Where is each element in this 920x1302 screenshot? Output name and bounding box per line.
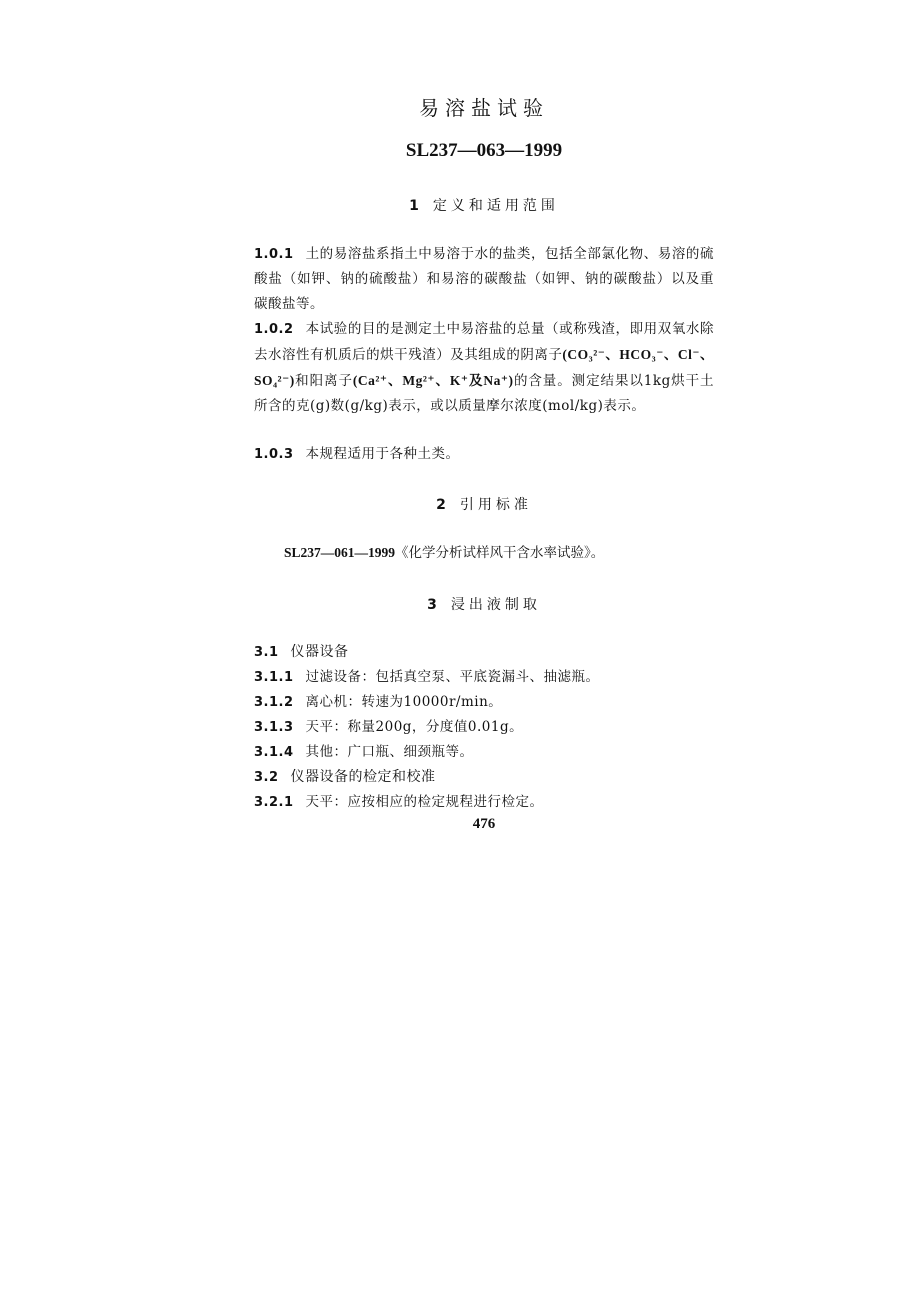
reference-standard — [284, 540, 604, 566]
clause-text: 本试验的目的是测定土中易溶盐的总量（或称残渣，即用双氧水除去水溶性有机质后的烘干残渣）及其组成的阴离子 — [254, 321, 714, 363]
clause-text: 的含量。测定结果以1kg烘干土所含的克(g)数(g/kg)表示，或以质量摩尔浓度(mol/kg)表示。 — [254, 373, 714, 414]
anion-list: (CO₃²⁻、HCO₃⁻、Cl⁻、SO₄²⁻) — [254, 347, 715, 388]
section-1-heading — [254, 195, 714, 215]
clause-3-2-1 — [254, 790, 714, 815]
cation-list: (Ca²⁺、Mg²⁺、K⁺及Na⁺) — [352, 373, 514, 388]
section-number: 1 — [409, 198, 419, 214]
section-title: 引用标准 — [459, 497, 532, 513]
clause-number: 3.1 — [254, 645, 279, 660]
reference-code: SL237—061—1999 — [284, 545, 396, 560]
subsection-3-1 — [254, 640, 714, 665]
clause-1-0-1 — [254, 242, 714, 317]
clause-1-0-2 — [254, 317, 714, 419]
clause-text: 和阳离子 — [294, 373, 353, 389]
clause-number: 1.0.1 — [254, 247, 294, 262]
clause-number: 3.1.3 — [254, 720, 294, 735]
clause-3-1-2 — [254, 690, 714, 715]
clause-text: 过滤设备：包括真空泵、平底瓷漏斗、抽滤瓶。 — [305, 669, 600, 685]
subsection-title: 仪器设备的检定和校准 — [290, 769, 436, 785]
clause-3-1-4 — [254, 740, 714, 765]
section-number: 3 — [427, 597, 437, 613]
section-title: 定义和适用范围 — [432, 198, 559, 214]
reference-title: 《化学分析试样风干含水率试验》。 — [395, 545, 605, 561]
document-title: 易溶盐试验 — [419, 96, 549, 120]
subsection-title: 仪器设备 — [290, 644, 349, 660]
clause-text: 土的易溶盐系指土中易溶于水的盐类，包括全部氯化物、易溶的硫酸盐（如钾、钠的硫酸盐）和易溶的碳酸盐（如钾、钠的碳酸盐）以及重碳酸盐等。 — [254, 246, 714, 312]
clause-text: 本规程适用于各种土类。 — [305, 446, 460, 462]
clause-text: 天平：应按相应的检定规程进行检定。 — [305, 794, 544, 810]
clause-text: 天平：称量200g，分度值0.01g。 — [305, 719, 524, 735]
section-3-heading — [254, 594, 714, 614]
clause-3-1-1 — [254, 665, 714, 690]
clause-number: 3.1.1 — [254, 670, 294, 685]
section-2-heading — [254, 494, 714, 514]
clause-number: 1.0.2 — [254, 322, 294, 337]
clause-text: 离心机：转速为10000r/min。 — [305, 694, 503, 710]
subsection-3-2 — [254, 765, 714, 790]
section-number: 2 — [436, 497, 446, 513]
section-title: 浸出液制取 — [450, 597, 541, 613]
clause-3-1-3 — [254, 715, 714, 740]
clause-number: 1.0.3 — [254, 447, 294, 462]
clause-number: 3.1.4 — [254, 745, 294, 760]
clause-text: 其他：广口瓶、细颈瓶等。 — [305, 744, 474, 760]
clause-number: 3.2 — [254, 770, 279, 785]
clause-1-0-3 — [254, 442, 714, 467]
clause-number: 3.1.2 — [254, 695, 294, 710]
standard-code: SL237—063—1999 — [405, 140, 563, 161]
page-number: 476 — [472, 816, 496, 832]
clause-number: 3.2.1 — [254, 795, 294, 810]
